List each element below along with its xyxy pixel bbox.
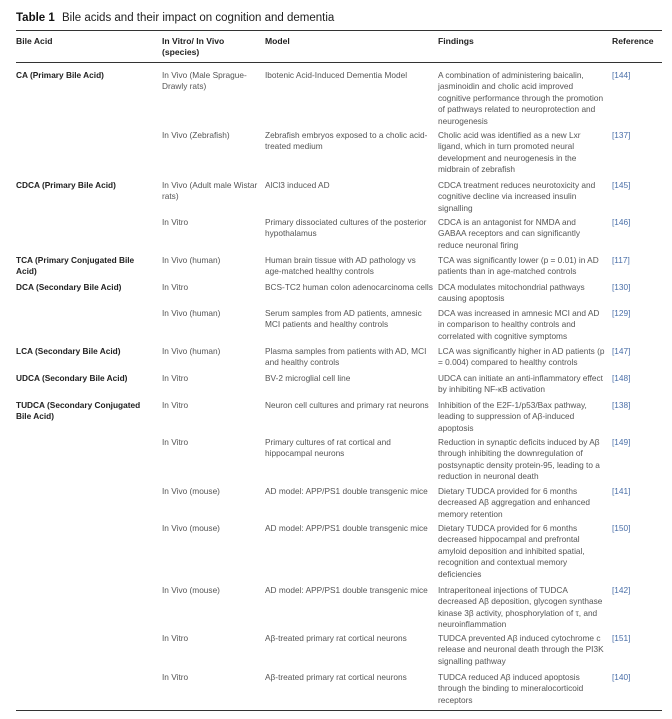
cell-in-vitro-in-vivo: In Vivo (Male Sprague-Drawly rats) (162, 70, 247, 92)
cell-model: AD model: APP/PS1 double transgenic mice (265, 585, 428, 595)
cell-findings: A combination of administering baicalin, jasminoidin and cholic acid improved cognitive performance through the promotion of pathways related to neuroprotection and neurogenesis (438, 70, 604, 126)
cell-in-vitro-in-vivo: In Vivo (mouse) (162, 486, 220, 496)
cell-model: AD model: APP/PS1 double transgenic mice (265, 486, 428, 496)
cell-in-vitro-in-vivo: In Vivo (mouse) (162, 523, 220, 533)
cell-findings: CDCA treatment reduces neurotoxicity and cognitive decline via increased insulin signalling (438, 180, 596, 213)
cell-model: Ibotenic Acid-Induced Dementia Model (265, 70, 408, 80)
cell-bile-acid: UDCA (Secondary Bile Acid) (16, 373, 128, 383)
cell-findings: Dietary TUDCA provided for 6 months decreased Aβ aggregation and enhanced memory retention (438, 486, 590, 519)
cell-findings: Inhibition of the E2F-1/p53/Bax pathway, leading to suppression of Aβ-induced apoptosis (438, 400, 587, 433)
cell-findings: Dietary TUDCA provided for 6 months decreased hippocampal and prefrontal amyloid deposition and inhibited spatial, recognition and contextual memory deficiencies (438, 523, 585, 579)
header-rule (16, 62, 662, 63)
top-rule (16, 30, 662, 31)
cell-reference[interactable]: [130] (612, 282, 631, 292)
cell-findings: TUDCA prevented Aβ induced cytochrome c release and neuronal death through the PI3K signalling pathway (438, 633, 604, 666)
cell-findings: DCA modulates mitochondrial pathways causing apoptosis (438, 282, 585, 304)
cell-model: Primary cultures of rat cortical and hippocampal neurons (265, 437, 391, 459)
cell-in-vitro-in-vivo: In Vitro (162, 400, 189, 410)
cell-reference[interactable]: [144] (612, 70, 631, 80)
cell-reference[interactable]: [138] (612, 400, 631, 410)
cell-bile-acid: DCA (Secondary Bile Acid) (16, 282, 122, 292)
cell-reference[interactable]: [147] (612, 346, 631, 356)
cell-model: Primary dissociated cultures of the posterior hypothalamus (265, 217, 427, 239)
cell-bile-acid: LCA (Secondary Bile Acid) (16, 346, 121, 356)
cell-in-vitro-in-vivo: In Vitro (162, 633, 189, 643)
cell-findings: CDCA is an antagonist for NMDA and GABAA receptors and can significantly reduce neuronal firing (438, 217, 581, 250)
cell-in-vitro-in-vivo: In Vivo (mouse) (162, 585, 220, 595)
cell-reference[interactable]: [149] (612, 437, 631, 447)
cell-model: Plasma samples from patients with AD, MCI and healthy controls (265, 346, 427, 368)
cell-findings: Cholic acid was identified as a new Lxr ligand, which in turn promoted neural development and neurogenesis in the midbrain of zebrafish (438, 130, 581, 175)
cell-reference[interactable]: [142] (612, 585, 631, 595)
cell-in-vitro-in-vivo: In Vivo (Adult male Wistar rats) (162, 180, 258, 202)
cell-in-vitro-in-vivo: In Vitro (162, 282, 189, 292)
cell-in-vitro-in-vivo: In Vivo (Zebrafish) (162, 130, 230, 140)
cell-reference[interactable]: [150] (612, 523, 631, 533)
cell-findings: DCA was increased in amnesic MCI and AD in comparison to healthy controls and correlated with cognitive symptoms (438, 308, 600, 341)
cell-model: Zebrafish embryos exposed to a cholic acid-treated medium (265, 130, 428, 152)
cell-model: Human brain tissue with AD pathology vs age-matched healthy controls (265, 255, 416, 277)
cell-findings: Reduction in synaptic deficits induced by Aβ through inhibiting the downregulation of postsynaptic density protein-95, leading to a reduction in neuronal death (438, 437, 600, 482)
cell-model: Serum samples from AD patients, amnesic MCI patients and healthy controls (265, 308, 422, 330)
cell-model: AD model: APP/PS1 double transgenic mice (265, 523, 428, 533)
cell-model: Neuron cell cultures and primary rat neurons (265, 400, 429, 410)
header-in-vitro-in-vivo: In Vitro/ In Vivo (species) (162, 36, 225, 57)
cell-model: BV-2 microglial cell line (265, 373, 351, 383)
cell-reference[interactable]: [146] (612, 217, 631, 227)
cell-reference[interactable]: [137] (612, 130, 631, 140)
header-model: Model (265, 36, 290, 46)
cell-reference[interactable]: [129] (612, 308, 631, 318)
cell-reference[interactable]: [141] (612, 486, 631, 496)
cell-model: Aβ-treated primary rat cortical neurons (265, 633, 407, 643)
cell-model: AlCl3 induced AD (265, 180, 330, 190)
cell-in-vitro-in-vivo: In Vitro (162, 672, 189, 682)
cell-reference[interactable]: [140] (612, 672, 631, 682)
cell-findings: LCA was significantly higher in AD patients (p = 0.004) compared to healthy controls (438, 346, 605, 368)
header-findings: Findings (438, 36, 474, 46)
header-bile-acid: Bile Acid (16, 36, 53, 46)
cell-findings: TUDCA reduced Aβ induced apoptosis through the binding to mineralocorticoid receptors (438, 672, 584, 705)
cell-in-vitro-in-vivo: In Vivo (human) (162, 255, 221, 265)
table-label: Table 1 (16, 12, 55, 24)
cell-bile-acid: TUDCA (Secondary Conjugated Bile Acid) (16, 400, 141, 422)
cell-reference[interactable]: [151] (612, 633, 631, 643)
cell-reference[interactable]: [145] (612, 180, 631, 190)
cell-findings: UDCA can initiate an anti-inflammatory effect by inhibiting NF-κB activation (438, 373, 603, 395)
header-reference: Reference (612, 36, 654, 46)
cell-reference[interactable]: [117] (612, 255, 630, 265)
cell-bile-acid: CDCA (Primary Bile Acid) (16, 180, 116, 190)
cell-model: BCS-TC2 human colon adenocarcinoma cells (265, 282, 433, 292)
cell-in-vitro-in-vivo: In Vivo (human) (162, 346, 221, 356)
bottom-rule (16, 710, 662, 711)
cell-findings: TCA was significantly lower (p = 0.01) in AD patients than in age-matched controls (438, 255, 599, 277)
cell-in-vitro-in-vivo: In Vitro (162, 437, 189, 447)
cell-in-vitro-in-vivo: In Vitro (162, 373, 189, 383)
cell-reference[interactable]: [148] (612, 373, 631, 383)
cell-bile-acid: CA (Primary Bile Acid) (16, 70, 104, 80)
cell-model: Aβ-treated primary rat cortical neurons (265, 672, 407, 682)
cell-in-vitro-in-vivo: In Vivo (human) (162, 308, 221, 318)
cell-bile-acid: TCA (Primary Conjugated Bile Acid) (16, 255, 135, 277)
table-caption (16, 12, 334, 24)
cell-findings: Intraperitoneal injections of TUDCA decreased Aβ deposition, glycogen synthase kinase 3β activity, phosphorylation of τ, and neuroinflammation (438, 585, 603, 630)
cell-in-vitro-in-vivo: In Vitro (162, 217, 189, 227)
table-title: Bile acids and their impact on cognition and dementia (61, 12, 335, 24)
